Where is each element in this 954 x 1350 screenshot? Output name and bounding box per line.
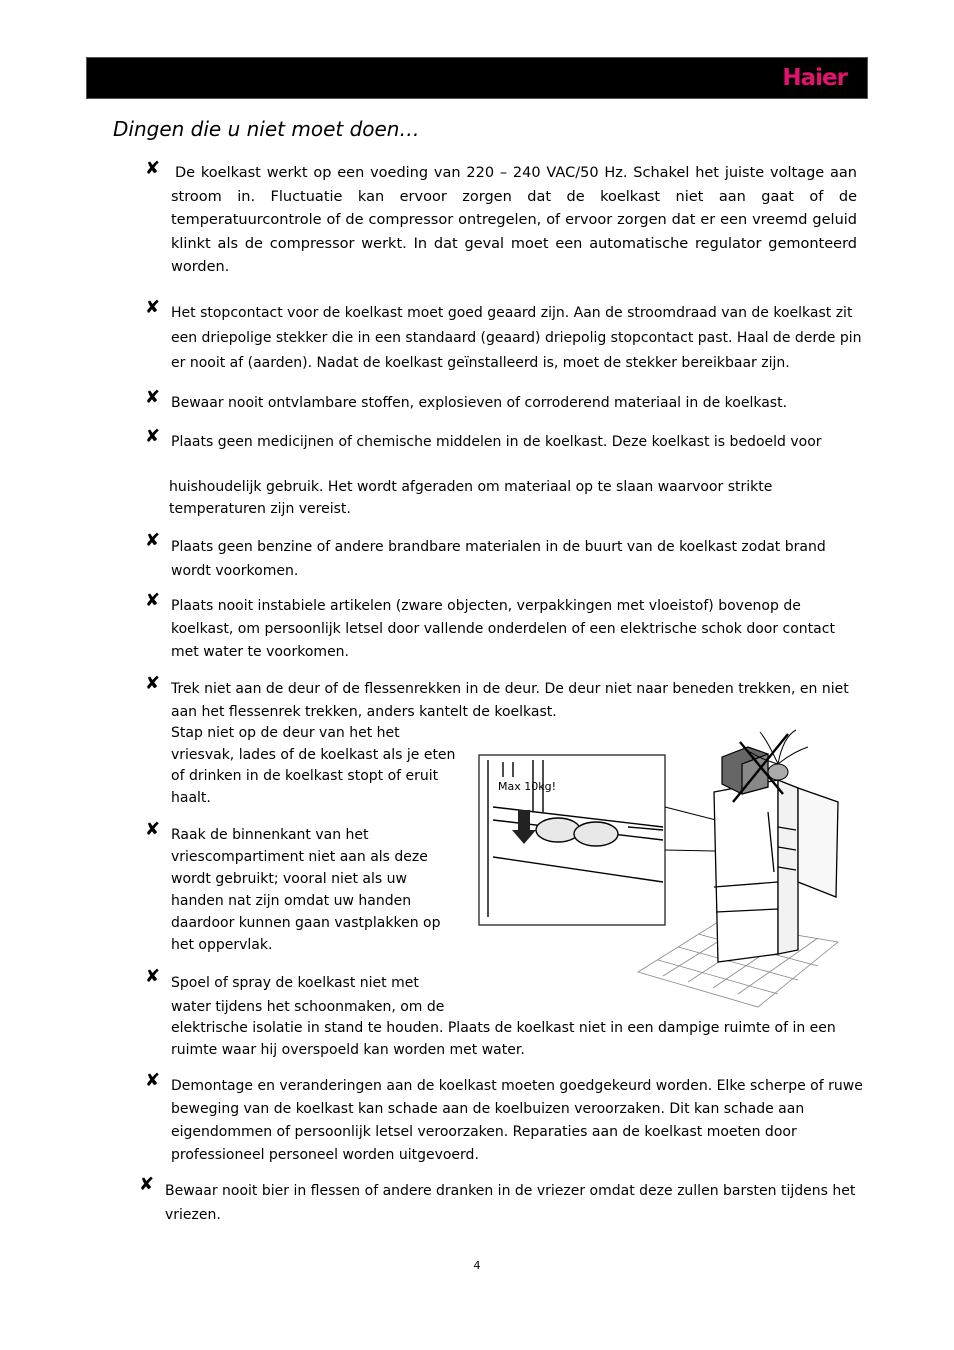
list-item: Spoel of spray de koelkast niet met water tijdens het schoonmaken, om de [171, 975, 445, 1015]
list-item: Plaats geen medicijnen of chemische middelen in de koelkast. Deze koelkast is bedoeld voor [171, 434, 822, 450]
list-item-continued: Stap niet op de deur van het het vriesvak, lades of de koelkast als je eten of drinken in de koelkast stopt of eruit haalt. [171, 725, 456, 806]
list-item: De koelkast werkt op een voeding van 220 – 240 VAC/50 Hz. Schakel het juiste voltage aan stroom in. Fluctuatie kan ervoor zorgen dat de koelkast niet aan gaat of de temperatuurcontrole of de compressor ontregelen, of ervoor zorgen dat er een vreemd geluid klinkt als de compressor werkt. In dat geval moet een automatische regulator gemonteerd worden. [171, 165, 857, 275]
list-item: Plaats geen benzine of andere brandbare materialen in de buurt van de koelkast zodat brand wordt voorkomen. [171, 539, 826, 579]
list-item-continued: elektrische isolatie in stand te houden. Plaats de koelkast niet in een dampige ruimte of in een ruimte waar hij overspoeld kan worden met water. [171, 1020, 836, 1058]
down-arrow-icon [512, 810, 536, 844]
cross-icon: ✘ [145, 158, 161, 179]
page-title: Dingen die u niet moet doen… [113, 117, 420, 141]
list-item: Bewaar nooit bier in flessen of andere dranken in de vriezer omdat deze zullen barsten tijdens het vriezen. [165, 1183, 856, 1223]
cross-icon: ✘ [145, 819, 161, 840]
list-item: Bewaar nooit ontvlambare stoffen, explosieven of corroderend materiaal in de koelkast. [171, 395, 788, 411]
list-item: Plaats nooit instabiele artikelen (zware objecten, verpakkingen met vloeistof) bovenop de koelkast, om persoonlijk letsel door vallende onderdelen of een elektrische schok door contact met water te voorkomen. [171, 598, 835, 660]
cross-icon: ✘ [145, 297, 161, 318]
fridge-illustration [478, 722, 868, 1012]
fridge-body [714, 780, 838, 962]
list-item: Trek niet aan de deur of de flessenrekken in de deur. De deur niet naar beneden trekken, en niet aan het flessenrek trekken, anders kantelt de koelkast. [171, 681, 849, 720]
cross-icon: ✘ [145, 530, 161, 551]
cross-icon: ✘ [145, 387, 161, 408]
cross-icon: ✘ [145, 673, 161, 694]
cross-icon: ✘ [145, 590, 161, 611]
cross-icon: ✘ [145, 966, 161, 987]
brand-logo: Haier [782, 65, 847, 91]
list-item: Raak de binnenkant van het vriescompartiment niet aan als deze wordt gebruikt; vooral niet als uw handen nat zijn omdat uw handen daardoor kunnen gaan vastplakken op het oppervlak. [171, 827, 441, 953]
cross-icon: ✘ [145, 1070, 161, 1091]
shelf-max-label: Max 10kg! [498, 780, 556, 793]
list-item-continued: huishoudelijk gebruik. Het wordt afgeraden om materiaal op te slaan waarvoor strikte temperaturen zijn vereist. [169, 479, 773, 517]
list-item: Demontage en veranderingen aan de koelkast moeten goedgekeurd worden. Elke scherpe of ruwe beweging van de koelkast kan schade aan de koelbuizen veroorzaken. Dit kan schade aan eigendommen of persoonlijk letsel veroorzaken. Reparaties aan de koelkast moeten door professioneel personeel worden uitgevoerd. [171, 1078, 863, 1163]
cross-icon: ✘ [139, 1174, 155, 1195]
header-bar [86, 57, 868, 99]
list-item: Het stopcontact voor de koelkast moet goed geaard zijn. Aan de stroomdraad van de koelkast zit een driepolige stekker die in een standaard (geaard) driepolig stopcontact past. Haal de derde pin er nooit af (aarden). Nadat de koelkast geïnstalleerd is, moet de stekker bereikbaar zijn. [171, 305, 862, 371]
page-number: 4 [473, 1259, 481, 1272]
cross-icon: ✘ [145, 426, 161, 447]
